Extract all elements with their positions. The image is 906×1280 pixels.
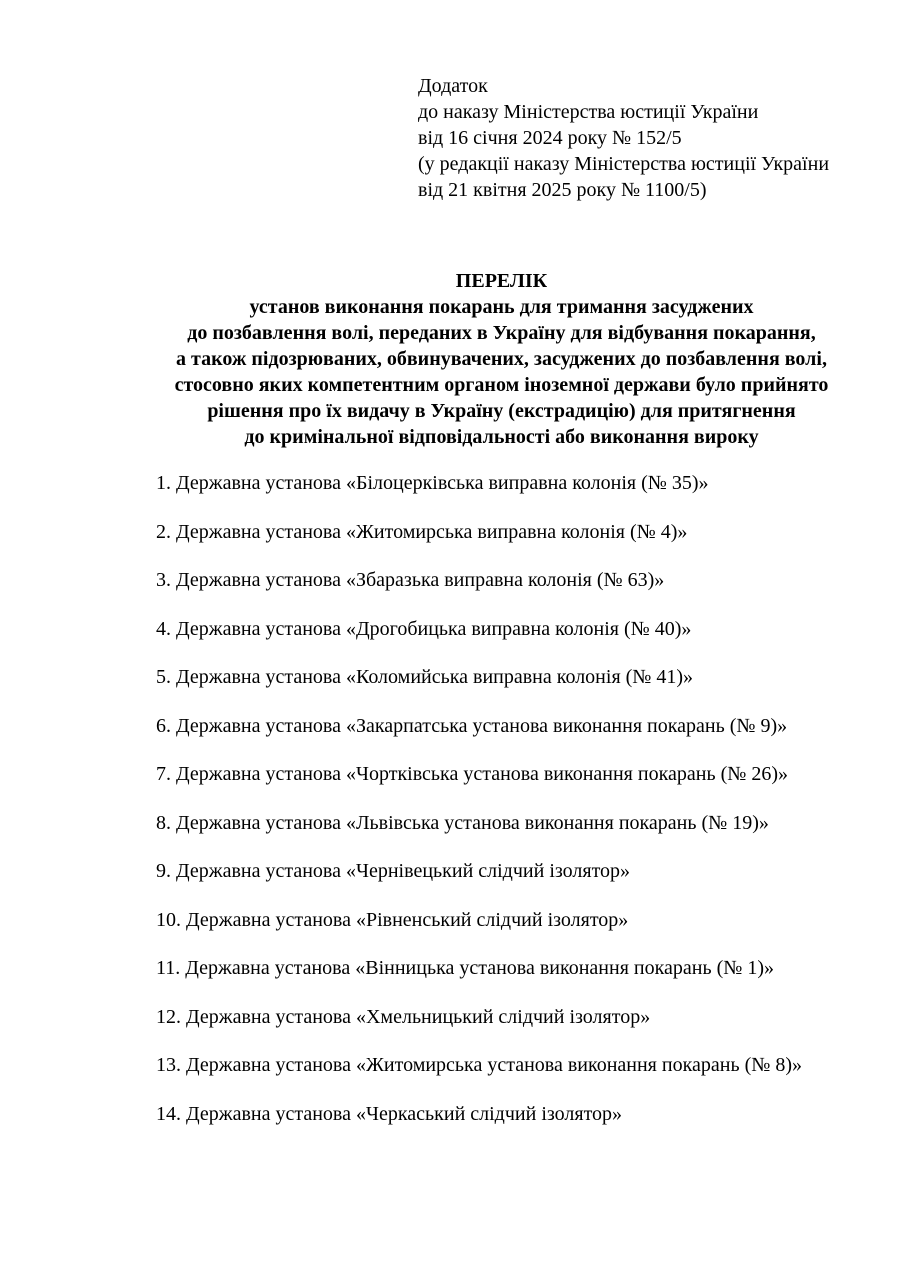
list-item: 11. Державна установа «Вінницька установа виконання покарань (№ 1)» (156, 957, 774, 979)
annex-reference-line: (у редакції наказу Міністерства юстиції України (418, 153, 830, 175)
annex-reference-block (418, 73, 829, 203)
list-item: 9. Державна установа «Чернівецький слідчий ізолятор» (156, 860, 631, 882)
document-title-line: а також підозрюваних, обвинувачених, засуджених до позбавлення волі, (176, 348, 827, 370)
list-item: 8. Державна установа «Львівська установа виконання покарань (№ 19)» (156, 811, 769, 834)
document-title-line: ПЕРЕЛІК (455, 270, 548, 292)
list-item: 14. Державна установа «Черкаський слідчий ізолятор» (156, 1102, 623, 1125)
document-title-line: до кримінальної відповідальності або виконання вироку (244, 426, 759, 448)
list-item: 7. Державна установа «Чортківська установа виконання покарань (№ 26)» (156, 763, 788, 785)
document-title (145, 268, 858, 450)
list-item: 4. Державна установа «Дрогобицька виправна колонія (№ 40)» (156, 617, 692, 640)
list-item: 1. Державна установа «Білоцерківська виправна колонія (№ 35)» (156, 472, 709, 494)
document-title-line: стосовно яких компетентним органом іноземної держави було прийнято (174, 374, 829, 396)
list-item: 13. Державна установа «Житомирська установа виконання покарань (№ 8)» (156, 1054, 802, 1076)
list-item: 2. Державна установа «Житомирська виправна колонія (№ 4)» (156, 520, 688, 543)
document-title-line: рішення про їх видачу в Україну (екстрадицію) для притягнення (207, 400, 796, 422)
list-item: 10. Державна установа «Рівненський слідчий ізолятор» (156, 908, 629, 931)
annex-reference-line: до наказу Міністерства юстиції України (418, 101, 759, 123)
institutions-list (156, 471, 802, 1150)
annex-reference-line: Додаток (418, 75, 488, 97)
list-item: 6. Державна установа «Закарпатська установа виконання покарань (№ 9)» (156, 714, 788, 737)
annex-reference-line: від 21 квітня 2025 року № 1100/5) (418, 179, 707, 201)
list-item: 5. Державна установа «Коломийська виправна колонія (№ 41)» (156, 666, 694, 688)
document-title-line: до позбавлення волі, переданих в Україну для відбування покарання, (187, 322, 816, 344)
document-title-line: установ виконання покарань для тримання засуджених (249, 296, 754, 318)
list-item: 3. Державна установа «Збаразька виправна колонія (№ 63)» (156, 569, 665, 591)
list-item: 12. Державна установа «Хмельницький слідчий ізолятор» (156, 1005, 651, 1028)
annex-reference-line: від 16 січня 2024 року № 152/5 (418, 127, 682, 149)
